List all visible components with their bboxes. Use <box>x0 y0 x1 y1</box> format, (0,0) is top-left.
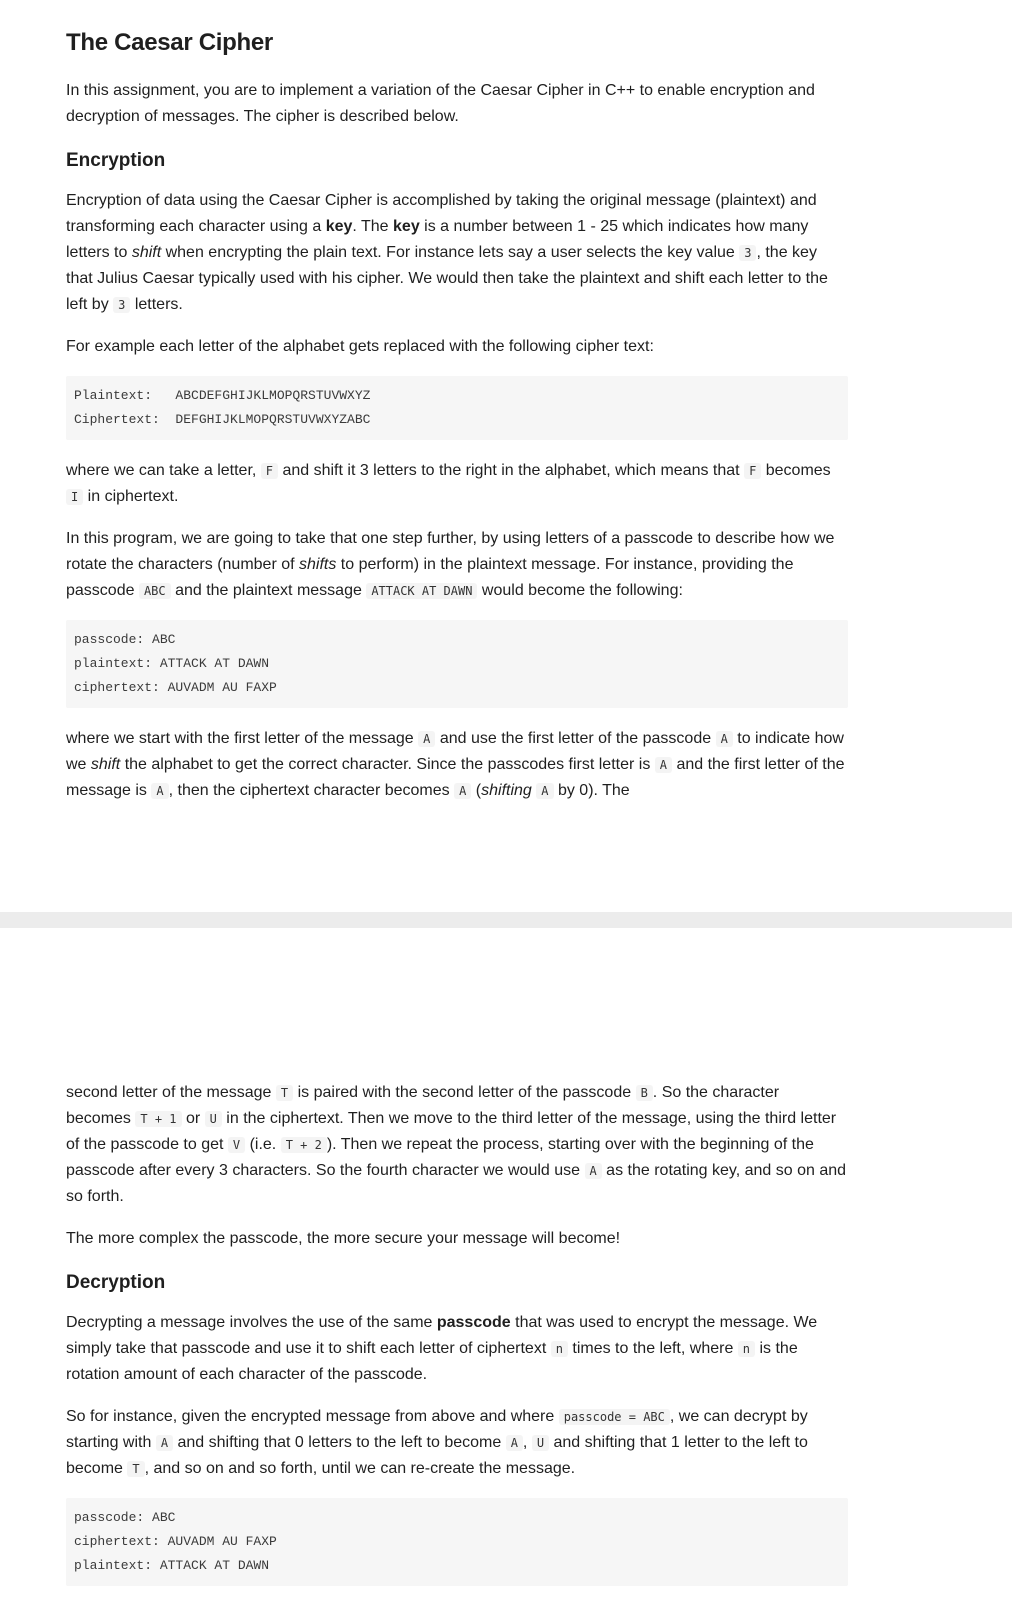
text-span: and shifting that 0 letters to the left to become <box>173 1434 506 1451</box>
italic-term: shift <box>131 244 162 261</box>
inline-code: U <box>532 1435 549 1451</box>
page-top <box>66 24 848 820</box>
text-span: where we start with the first letter of the message <box>66 730 419 747</box>
inline-code: A <box>716 731 733 747</box>
inline-code: T + 1 <box>135 1111 181 1127</box>
inline-code: 3 <box>739 245 756 261</box>
text-span: So for instance, given the encrypted message from above and where <box>66 1408 559 1425</box>
text-span: by 0). The <box>553 782 630 799</box>
encryption-paragraph-2: For example each letter of the alphabet gets replaced with the following cipher text: <box>66 338 654 355</box>
inline-code: A <box>585 1163 602 1179</box>
code-block-decryption-example: passcode: ABC ciphertext: AUVADM AU FAXP plaintext: ATTACK AT DAWN <box>66 1498 848 1586</box>
text-span: is a number between 1 - 25 which indicates how many letters to <box>66 218 809 261</box>
text-span: , then the ciphertext character becomes <box>168 782 455 799</box>
text-span: In this program, we are going to take that one step further, by using letters of a passcode to describe how we rotate the characters (number of <box>66 530 835 573</box>
page-bottom <box>66 1080 848 1604</box>
text-span: , and so on and so forth, until we can re-create the message. <box>144 1460 576 1477</box>
inline-code: A <box>536 783 553 799</box>
text-span: , <box>522 1434 532 1451</box>
text-span: and shift it 3 letters to the right in the alphabet, which means that <box>278 462 745 479</box>
inline-code: T + 2 <box>281 1137 327 1153</box>
text-span: when encrypting the plain text. For instance lets say a user selects the key value <box>161 244 740 261</box>
code-block-encryption-example: passcode: ABC plaintext: ATTACK AT DAWN ciphertext: AUVADM AU FAXP <box>66 620 848 708</box>
text-span: . The <box>352 218 394 235</box>
text-span: and the plaintext message <box>170 582 367 599</box>
text-span: would become the following: <box>477 582 683 599</box>
text-span: second letter of the message <box>66 1084 276 1101</box>
intro-paragraph: In this assignment, you are to implement a variation of the Caesar Cipher in C++ to enable encryption and decryption of messages. The cipher is described below. <box>66 82 815 125</box>
text-span: (i.e. <box>245 1136 281 1153</box>
text-span: in ciphertext. <box>83 488 179 505</box>
text-span: Decrypting a message involves the use of the same <box>66 1314 437 1331</box>
text-span: as the rotating key, and so on and so forth. <box>66 1162 847 1205</box>
text-span: times to the left, where <box>567 1340 738 1357</box>
inline-code: F <box>261 463 278 479</box>
inline-code: passcode = ABC <box>559 1409 670 1425</box>
text-span: is paired with the second letter of the passcode <box>293 1084 636 1101</box>
italic-term: shifts <box>299 556 337 573</box>
text-span: where we can take a letter, <box>66 462 261 479</box>
text-span: ). Then we repeat the process, starting over with the beginning of the passcode after every 3 characters. So the fourth character we would use <box>66 1136 814 1179</box>
inline-code: ABC <box>139 583 171 599</box>
page-break-divider <box>0 912 1012 928</box>
text-span: , we can decrypt by starting with <box>66 1408 808 1451</box>
encryption-paragraph-7: The more complex the passcode, the more secure your message will become! <box>66 1230 621 1247</box>
encryption-heading: Encryption <box>66 150 166 171</box>
text-span: . So the character becomes <box>66 1084 780 1127</box>
text-span: to indicate how we <box>66 730 844 773</box>
text-span: and the first letter of the message is <box>66 756 845 799</box>
bold-term: key <box>325 218 353 235</box>
decryption-paragraph-2 <box>66 1404 848 1482</box>
inline-code: 3 <box>113 297 130 313</box>
text-span: becomes <box>761 462 831 479</box>
text-span: that was used to encrypt the message. We simply take that passcode and use it to shift each letter of ciphertext <box>66 1314 818 1357</box>
encryption-paragraph-1 <box>66 188 848 318</box>
decryption-heading: Decryption <box>66 1272 166 1293</box>
inline-code: B <box>636 1085 653 1101</box>
encryption-paragraph-3 <box>66 458 848 510</box>
inline-code: A <box>655 757 672 773</box>
text-span: and shifting that 1 letter to the left to become <box>66 1434 808 1477</box>
code-block-alphabet: Plaintext: ABCDEFGHIJKLMOPQRSTUVWXYZ Ciphertext: DEFGHIJKLMOPQRSTUVWXYZABC <box>66 376 848 440</box>
inline-code: T <box>276 1085 293 1101</box>
text-span: or <box>181 1110 205 1127</box>
bold-term: passcode <box>436 1314 511 1331</box>
text-span: , the key that Julius Caesar typically used with his cipher. We would then take the plaintext and shift each letter to the left by <box>66 244 828 313</box>
inline-code: V <box>228 1137 245 1153</box>
text-span: in the ciphertext. Then we move to the third letter of the message, using the third letter of the passcode to get <box>66 1110 837 1153</box>
inline-code: n <box>551 1341 568 1357</box>
italic-term: shifting <box>481 782 532 799</box>
text-span: the alphabet to get the correct character. Since the passcodes first letter is <box>120 756 655 773</box>
inline-code: A <box>151 783 168 799</box>
inline-code: T <box>127 1461 144 1477</box>
italic-term: shift <box>90 756 121 773</box>
encryption-paragraph-5 <box>66 726 848 804</box>
inline-code: I <box>66 489 83 505</box>
inline-code: A <box>418 731 435 747</box>
inline-code: F <box>744 463 761 479</box>
inline-code: A <box>454 783 471 799</box>
inline-code: A <box>156 1435 173 1451</box>
inline-code: n <box>738 1341 755 1357</box>
text-span: letters. <box>130 296 183 313</box>
decryption-paragraph-1 <box>66 1310 848 1388</box>
bold-term: key <box>393 218 420 235</box>
text-span: to perform) in the plaintext message. For instance, providing the passcode <box>66 556 794 599</box>
inline-code: ATTACK AT DAWN <box>366 583 477 599</box>
encryption-paragraph-4 <box>66 526 848 604</box>
inline-code: U <box>205 1111 222 1127</box>
encryption-paragraph-6 <box>66 1080 848 1210</box>
text-span: and use the first letter of the passcode <box>435 730 716 747</box>
text-span: Encryption of data using the Caesar Cipher is accomplished by taking the original message (plaintext) and transforming each character using a <box>66 192 817 235</box>
inline-code: A <box>506 1435 523 1451</box>
text-span: ( <box>471 782 482 799</box>
text-span: is the rotation amount of each character of the passcode. <box>66 1340 798 1383</box>
page-title: The Caesar Cipher <box>66 29 273 56</box>
